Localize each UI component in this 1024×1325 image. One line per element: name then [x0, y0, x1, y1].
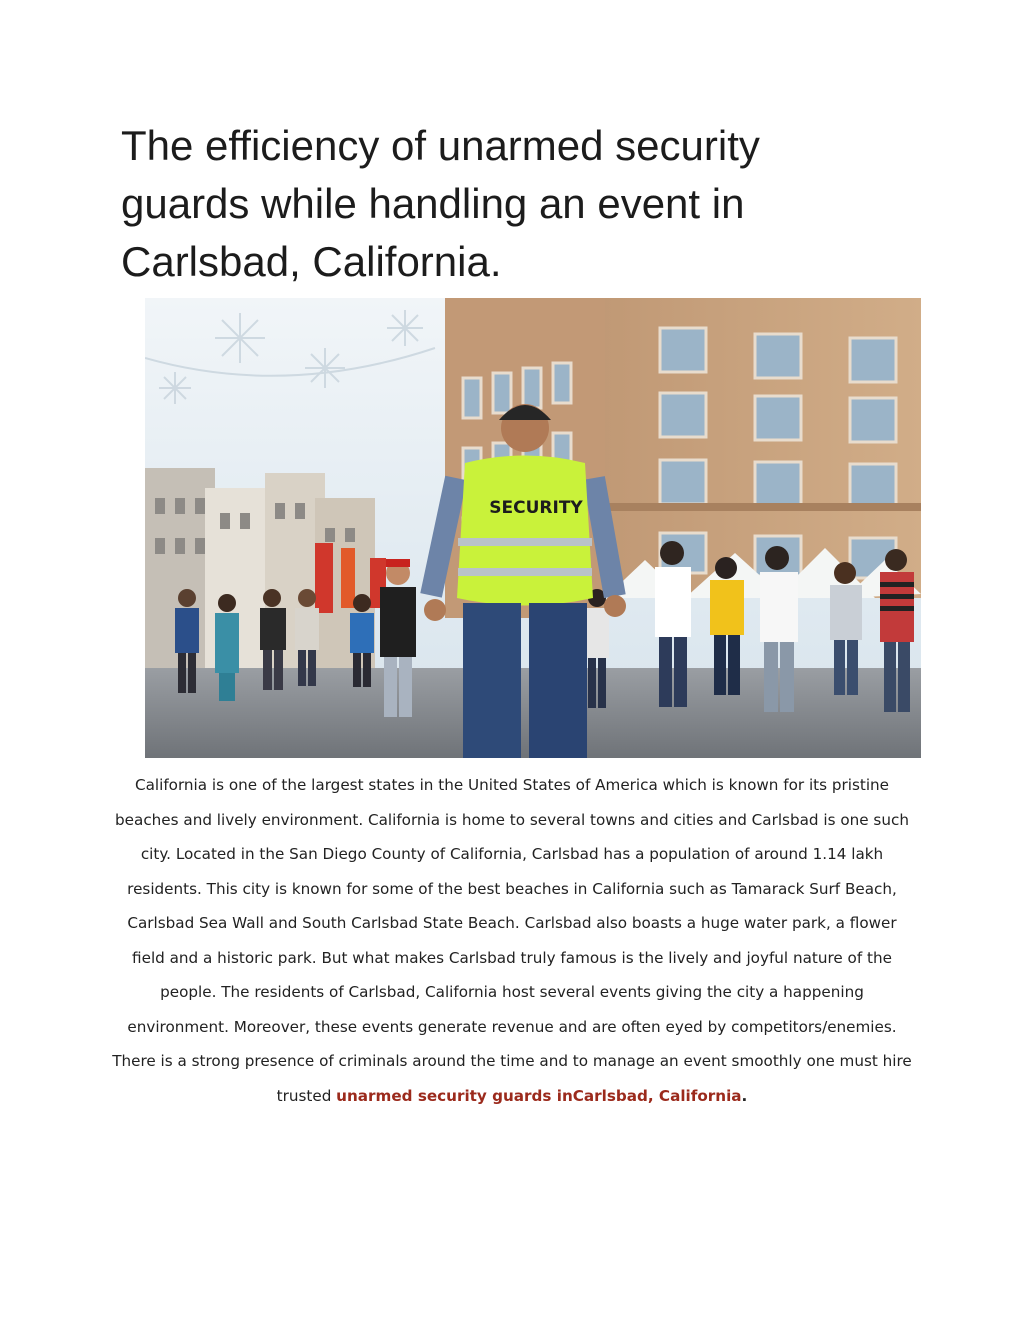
event-security-photo [145, 298, 921, 758]
paragraph-text: California is one of the largest states in the United States of America which is known for its pristine beaches and lively environment. California is home to several towns and cities and Carlsbad is one such city. Located in the San Diego County of California, Carlsbad has a population of around 1.14 lakh residents. This city is known for some of the best beaches in California such as Tamarack Surf Beach, Carlsbad Sea Wall and South Carlsbad State Beach. Carlsbad also boasts a huge water park, a flower field and a historic park. But what makes Carlsbad truly famous is the lively and joyful nature of the people. The residents of Carlsbad, California host several events giving the city a happening environment. Moreover, these events generate revenue and are often eyed by competitors/enemies. There is a strong presence of criminals around the time and to manage an event smoothly one must hire trusted [112, 776, 912, 1105]
page-title: The efficiency of unarmed security guards while handling an event in Carlsbad, California. [121, 122, 760, 285]
unarmed-security-guards-link[interactable]: unarmed security guards inCarlsbad, California [336, 1086, 742, 1105]
photo-illustration [145, 298, 921, 758]
article-paragraph [112, 768, 912, 1113]
trailing-period: . [741, 1086, 748, 1105]
vest-security-label: SECURITY [489, 498, 583, 518]
